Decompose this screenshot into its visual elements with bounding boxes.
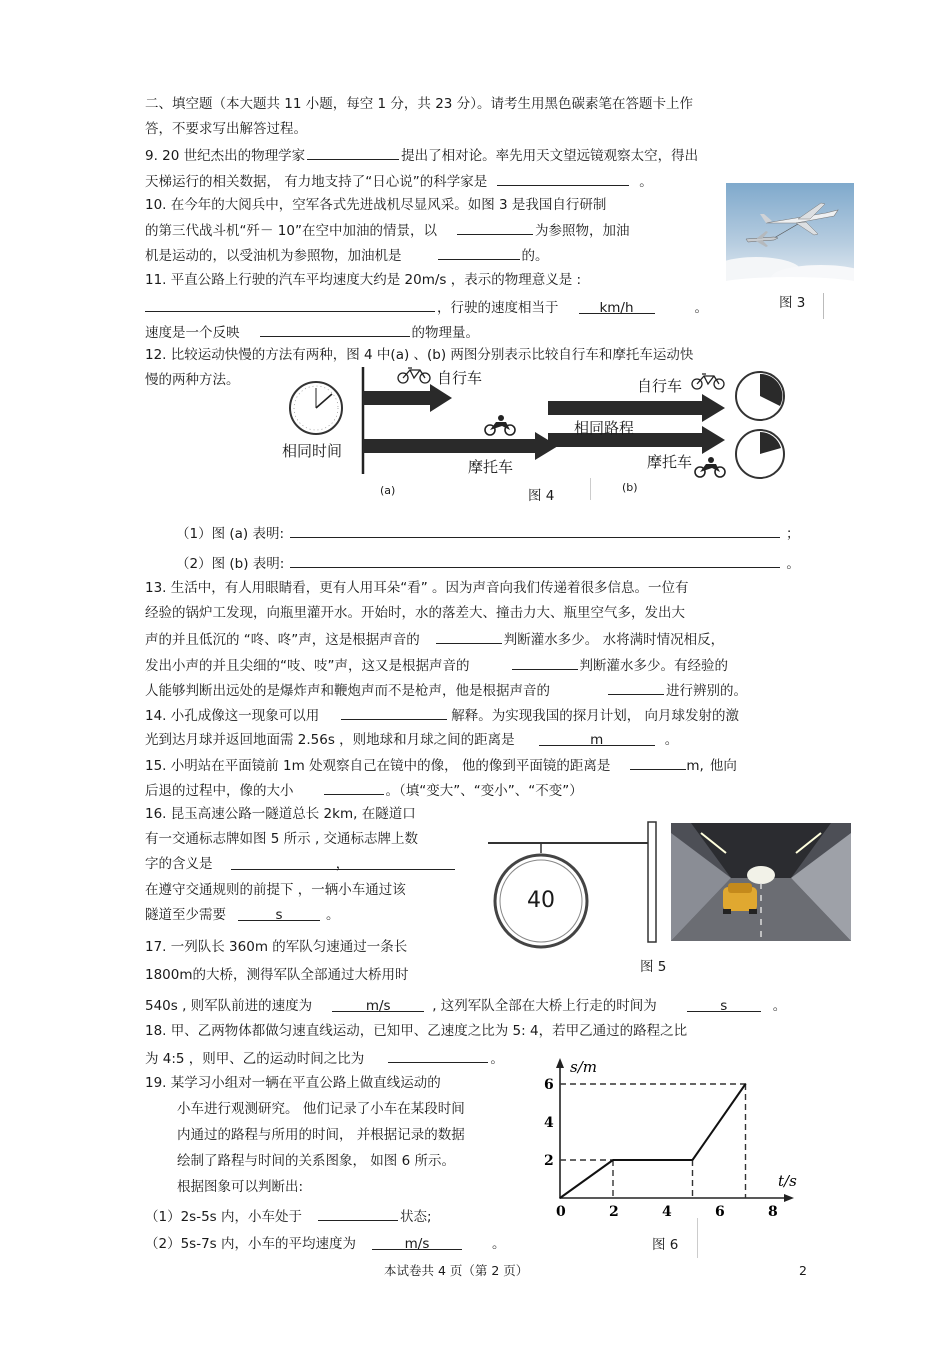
q12-blank2[interactable] [290, 553, 780, 568]
q9-blank2[interactable] [497, 171, 629, 186]
q19-blank2[interactable]: m/s [372, 1235, 462, 1250]
bicycle-icon [692, 374, 724, 389]
q13-line2: 经验的锅炉工发现，向瓶里灌开水。开始时，水的落差大、撞击力大、瓶里空气多，发出大 [145, 605, 685, 621]
q12-blank1[interactable] [290, 523, 780, 538]
q16-line1: 16. 昆玉高速公路一隧道总长 2km, 在隧道口 [145, 806, 416, 822]
q16-line2: 有一交通标志牌如图 5 所示 , 交通标志牌上数 [145, 831, 419, 847]
q9-line1: 9. 20 世纪杰出的物理学家 提出了相对论。率先用天文望远镜观察太空，得出 [145, 145, 698, 165]
x-tick-label: 8 [768, 1204, 778, 1220]
figure4 [270, 362, 790, 502]
x-axis-arrow [784, 1194, 794, 1202]
q13-line5: 人能够判断出远处的是爆炸声和鞭炮声而不是枪声，他是根据声音的 进行辨别的。 [145, 680, 747, 700]
q17-line3: 540s , 则军队前进的速度为 m/s , 这列军队全部在大桥上行走的时间为 s 。 [145, 998, 787, 1014]
figure5-sign [488, 820, 663, 950]
q13-line3: 声的并且低沉的 “咚、咚”声，这是根据声音的 判断灌水多少。 水将满时情况相反， [145, 629, 724, 649]
fig4-label-a: (a) [380, 484, 396, 497]
figure6-divider [697, 1218, 698, 1258]
q19-line4: 绘制了路程与时间的关系图象， 如图 6 所示。 [177, 1153, 455, 1169]
fig4-caption: 图 4 [528, 488, 555, 504]
q17-line2: 1800m的大桥，测得军队全部通过大桥用时 [145, 967, 409, 983]
motorcycle-icon [695, 457, 725, 477]
fig4-label-b: (b) [622, 481, 638, 494]
q13-line1: 13. 生活中，有人用眼睛看，更有人用耳朵“看” 。因为声音向我们传递着很多信息。一位有 [145, 580, 689, 596]
y-axis-arrow [556, 1058, 564, 1068]
footer-page-number: 2 [799, 1263, 807, 1278]
footer-page-info: 本试卷共 4 页（第 2 页） [384, 1263, 529, 1278]
fig4-motorcycle-b: 摩托车 [647, 453, 693, 471]
data-point [745, 1083, 747, 1085]
q9-line2: 天梯运行的相关数据， 有力地支持了“日心说”的科学家是 。 [145, 171, 653, 191]
figure6-caption: 图 6 [652, 1237, 679, 1253]
q19-line2: 小车进行观测研究。 他们记录了小车在某段时间 [177, 1101, 465, 1117]
q12-sub1: （1）图 (a) 表明: ； [176, 523, 800, 543]
q15-line2: 后退的过程中，像的大小 。（填“变大”、“变小”、“不变”） [145, 780, 583, 800]
y-tick-label: 4 [544, 1115, 554, 1131]
figure5-tunnel-photo [671, 823, 851, 941]
x-tick-label: 6 [715, 1204, 725, 1220]
figure5-caption: 图 5 [640, 959, 667, 975]
q10-line3: 机是运动的，以受油机为参照物，加油机是 的。 [145, 245, 549, 265]
q11-line3: 速度是一个反映 的物理量。 [145, 322, 479, 342]
q15-blank1[interactable] [630, 755, 686, 770]
q12-line1: 12. 比较运动快慢的方法有两种，图 4 中(a) 、(b) 两图分别表示比较自行车和摩托车运动快 [145, 347, 694, 363]
figure3-divider [823, 293, 824, 319]
q15-blank2[interactable] [324, 780, 384, 795]
q10-blank2[interactable] [438, 245, 520, 260]
fig4-bicycle-b: 自行车 [637, 377, 683, 395]
q13-line4: 发出小声的并且尖细的“吱、吱”声，这又是根据声音的 判断灌水多少。有经验的 [145, 655, 728, 675]
q10-line2: 的第三代战斗机“歼－ 10”在空中加油的情景，以 为参照物，加油 [145, 220, 629, 240]
data-point [692, 1159, 694, 1161]
q12-sub2: （2）图 (b) 表明: 。 [176, 553, 800, 573]
y-tick-label: 2 [544, 1153, 554, 1169]
q16-blank1[interactable]: ， [231, 855, 455, 870]
q17-blank2[interactable]: s [687, 997, 761, 1012]
x-axis-label: t/s [778, 1172, 797, 1190]
q10-blank1[interactable] [457, 220, 533, 235]
q19-sub2: （2）5s-7s 内，小车的平均速度为 m/s 。 [145, 1236, 506, 1252]
y-axis-label: s/m [570, 1058, 597, 1076]
data-point [612, 1159, 614, 1161]
fig4-same-time: 相同时间 [282, 442, 343, 460]
figure3-photo [726, 183, 854, 293]
q10-line1: 10. 在今年的大阅兵中，空军各式先进战机尽显风采。如图 3 是我国自行研制 [145, 197, 607, 213]
q15-line1: 15. 小明站在平面镜前 1m 处观察自己在镜中的像， 他的像到平面镜的距离是 m, 他向 [145, 755, 737, 775]
q19-line5: 根据图象可以判断出: [177, 1179, 304, 1195]
series-segment [560, 1160, 613, 1198]
q18-line2: 为 4:5 ，则甲、乙的运动时间之比为 。 [145, 1048, 504, 1068]
q18-blank1[interactable] [388, 1048, 488, 1063]
q19-line3: 内通过的路程与所用的时间， 并根据记录的数据 [177, 1127, 465, 1143]
q11-blank3[interactable] [260, 322, 410, 337]
q13-blank1[interactable] [436, 629, 502, 644]
fig4-bicycle-a: 自行车 [437, 369, 483, 387]
q11-line2: ，行驶的速度相当于 km/h 。 [145, 297, 708, 317]
data-point [559, 1197, 561, 1199]
q13-blank2[interactable] [512, 655, 578, 670]
fig4-divider [590, 478, 591, 500]
speed-limit-sign: 40 [527, 888, 555, 913]
q11-blank2[interactable]: km/h [579, 299, 655, 314]
q19-blank1[interactable] [318, 1206, 398, 1221]
fig4-same-distance: 相同路程 [574, 419, 635, 437]
q19-sub1: （1）2s-5s 内，小车处于 状态; [145, 1206, 432, 1226]
q17-blank1[interactable]: m/s [332, 997, 424, 1012]
q12-line2: 慢的两种方法。 [145, 372, 240, 388]
q16-line3: 字的含义是 ， [145, 855, 455, 873]
q11-line1: 11. 平直公路上行驶的汽车平均速度大约是 20m/s ，表示的物理意义是 : [145, 272, 582, 288]
q16-line4: 在遵守交通规则的前提下 ，一辆小车通过该 [145, 882, 406, 898]
bicycle-icon [398, 368, 430, 383]
fig4-motorcycle-a: 摩托车 [468, 458, 514, 476]
q13-blank3[interactable] [608, 680, 664, 695]
x-tick-label: 4 [662, 1204, 672, 1220]
q17-line1: 17. 一列队长 360m 的军队匀速通过一条长 [145, 939, 408, 955]
figure3-caption: 图 3 [779, 295, 806, 311]
motorcycle-icon [485, 415, 515, 435]
q14-line1: 14. 小孔成像这一现象可以用 解释。为实现我国的探月计划， 向月球发射的激 [145, 705, 739, 725]
figure6-chart [530, 1058, 810, 1228]
q16-blank2[interactable]: s [238, 906, 320, 921]
q14-line2: 光到达月球并返回地面需 2.56s ，则地球和月球之间的距离是 m 。 [145, 732, 679, 748]
q14-blank1[interactable] [341, 705, 447, 720]
q18-line1: 18. 甲、乙两物体都做匀速直线运动，已知甲、乙速度之比为 5: 4，若甲乙通过的路程之比 [145, 1023, 688, 1039]
section-note: 答，不要求写出解答过程。 [145, 121, 307, 137]
y-tick-label: 6 [544, 1077, 554, 1093]
x-tick-label: 0 [556, 1204, 566, 1220]
q19-line1: 19. 某学习小组对一辆在平直公路上做直线运动的 [145, 1075, 441, 1091]
series-segment [693, 1084, 746, 1160]
q14-blank2[interactable]: m [539, 731, 655, 746]
section-title: 二、填空题（本大题共 11 小题，每空 1 分，共 23 分）。请考生用黑色碳素笔在答题卡上作 [145, 96, 693, 112]
x-tick-label: 2 [609, 1204, 619, 1220]
q9-blank1[interactable] [307, 145, 399, 160]
q11-blank1[interactable] [145, 297, 435, 312]
q16-line5: 隧道至少需要 s 。 [145, 907, 340, 923]
